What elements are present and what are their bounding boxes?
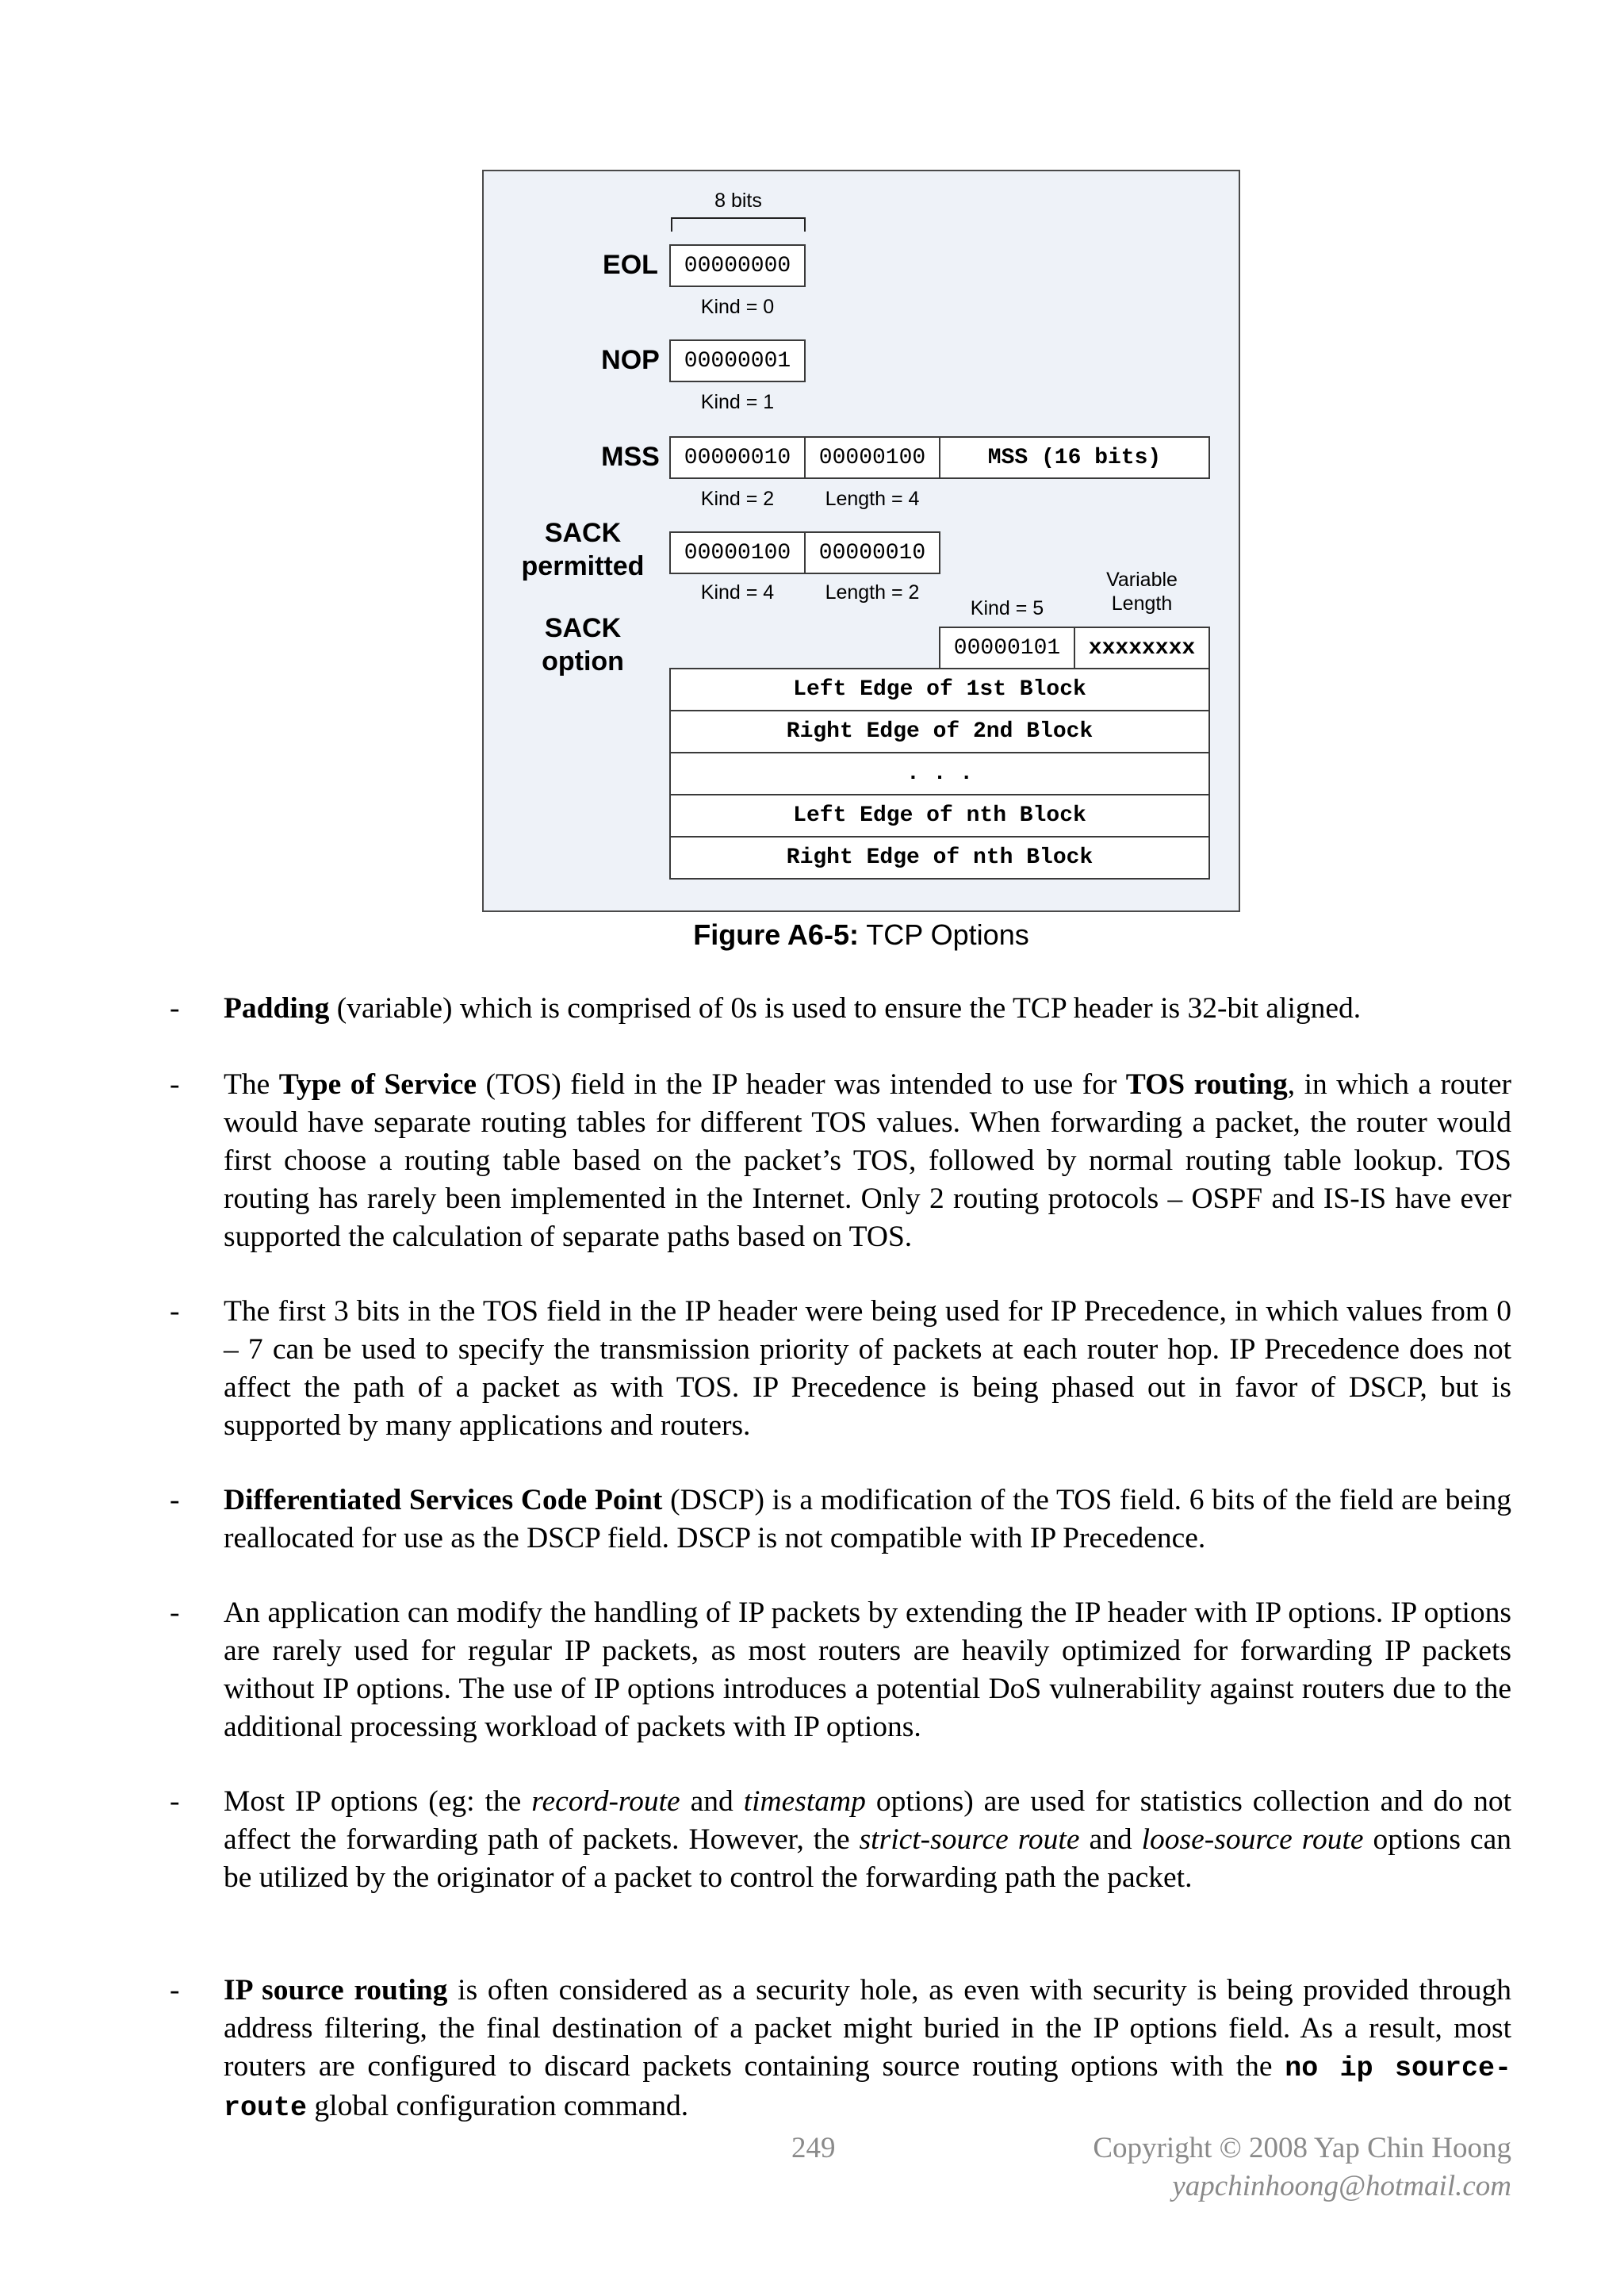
mss-kind-box: 00000010	[669, 436, 806, 479]
author-email: yapchinhoong@hotmail.com	[1172, 2170, 1511, 2202]
nop-kind-caption: Kind = 1	[700, 391, 775, 413]
text-run: , in which a router would have separate routing tables for different TOS values. When forwarding a packet, the router would first choose a routing table based on the packet’s TOS, followed by normal routing table lookup. TOS routing has rarely been implemented in the Internet. Only 2 routing protocols – OSPF and IS-IS have ever supported the calculation of separate paths based on TOS.	[224, 1068, 1511, 1253]
sack-option-label-1: SACK	[544, 613, 622, 643]
text-run: (TOS) field in the IP header was intended to use for	[477, 1068, 1126, 1101]
mss-length-caption: Length = 4	[825, 488, 920, 510]
copyright-notice: Copyright © 2008 Yap Chin Hoong	[1093, 2132, 1511, 2164]
sack-option-kind-box: 00000101	[939, 627, 1075, 669]
sack-block-row: Right Edge of nth Block	[669, 836, 1210, 880]
command-text: no ip source-route	[224, 2053, 1511, 2124]
paragraph	[224, 1594, 1511, 1746]
bullet-dash: -	[170, 1068, 180, 1101]
list-item	[170, 1293, 1511, 1445]
text-run: options can be utilized by the originator of a packet to control the forwarding path the packet.	[224, 1823, 1511, 1894]
bullet-dash: -	[170, 1295, 180, 1328]
text-run: options) are used for statistics collection and do not affect the forwarding path of packets. However, the	[224, 1785, 1511, 1856]
sack-option-variable-caption-1: Variable	[1106, 569, 1178, 591]
nop-label: NOP	[601, 345, 660, 375]
italic-term: strict-source route	[859, 1823, 1080, 1856]
eol-kind-box: 00000000	[669, 244, 806, 287]
italic-term: timestamp	[743, 1785, 866, 1818]
bullet-dash: -	[170, 1596, 180, 1629]
text-run: (DSCP) is a modification of the TOS field. 6 bits of the field are being reallocated for use as the DSCP field. DSCP is not compatible with IP Precedence.	[224, 1484, 1511, 1554]
text-run: An application can modify the handling of IP packets by extending the IP header with IP options. IP options are rarely used for regular IP packets, as most routers are heavily optimized for forwarding IP packets without IP options. The use of IP options introduces a potential DoS vulnerability against routers due to the additional processing workload of packets with IP options.	[224, 1596, 1511, 1743]
sack-permitted-kind-box: 00000100	[669, 531, 806, 574]
list-item	[170, 1481, 1511, 1558]
nop-kind-box: 00000001	[669, 339, 806, 382]
list-item	[170, 990, 1511, 1028]
text-run: global configuration command.	[307, 2090, 689, 2122]
paragraph	[224, 1066, 1511, 1256]
bits-bracket	[671, 217, 806, 232]
paragraph	[224, 990, 1511, 1028]
bold-term: Differentiated Services Code Point	[224, 1484, 663, 1516]
figure-caption-title: TCP Options	[858, 918, 1029, 951]
mss-value-box: MSS (16 bits)	[939, 436, 1210, 479]
sack-block-row: Left Edge of 1st Block	[669, 668, 1210, 711]
italic-term: loose-source route	[1141, 1823, 1364, 1856]
sack-permitted-label-1: SACK	[544, 518, 622, 548]
sack-option-label-2: option	[542, 646, 624, 677]
bullet-dash: -	[170, 1785, 180, 1818]
page-number: 249	[791, 2132, 836, 2164]
paragraph	[224, 1481, 1511, 1558]
bold-term: TOS routing	[1125, 1068, 1288, 1101]
figure-caption-number: Figure A6-5:	[693, 918, 859, 951]
sack-permitted-kind-caption: Kind = 4	[700, 581, 775, 604]
bullet-dash: -	[170, 1484, 180, 1516]
sack-block-row: . . .	[669, 752, 1210, 795]
bullet-dash: -	[170, 992, 180, 1025]
list-item	[170, 1594, 1511, 1746]
tcp-options-figure	[482, 170, 1240, 912]
figure-caption	[482, 918, 1240, 952]
bold-term: Type of Service	[278, 1068, 477, 1101]
paragraph	[224, 1293, 1511, 1445]
sack-option-kind-caption: Kind = 5	[970, 597, 1044, 619]
sack-permitted-length-caption: Length = 2	[825, 581, 920, 604]
bold-term: IP source routing	[224, 1974, 448, 2007]
sack-option-variable-caption-2: Length	[1111, 592, 1173, 615]
mss-label: MSS	[601, 442, 660, 472]
list-item	[170, 1783, 1511, 1897]
bullet-dash: -	[170, 1974, 180, 2007]
mss-kind-caption: Kind = 2	[700, 488, 775, 510]
paragraph	[224, 1783, 1511, 1897]
text-run: The first 3 bits in the TOS field in the IP header were being used for IP Precedence, in which values from 0 – 7 can be used to specify the transmission priority of packets at each router hop. IP Precedence does not affect the path of a packet as with TOS. IP Precedence is being phased out in favor of DSCP, but is supported by many applications and routers.	[224, 1295, 1511, 1442]
italic-term: record-route	[531, 1785, 680, 1818]
text-run: and	[680, 1785, 744, 1818]
paragraph	[224, 1972, 1511, 2127]
text-run: and	[1079, 1823, 1142, 1856]
list-item	[170, 1066, 1511, 1256]
text-run: (variable) which is comprised of 0s is used to ensure the TCP header is 32-bit aligned.	[329, 992, 1362, 1025]
sack-permitted-length-box: 00000010	[804, 531, 940, 574]
bold-term: Padding	[224, 992, 330, 1025]
sack-permitted-label-2: permitted	[521, 551, 645, 581]
text-run: Most IP options (eg: the	[224, 1785, 532, 1818]
text-run: is often considered as a security hole, as even with security is being provided through address filtering, the final destination of a packet might buried in the IP options field. As a result, most routers are configured to discard packets containing source routing options with the	[224, 1974, 1511, 2083]
sack-block-row: Left Edge of nth Block	[669, 794, 1210, 838]
text-run: The	[224, 1068, 279, 1101]
eol-label: EOL	[603, 250, 658, 280]
bits-label: 8 bits	[714, 190, 762, 212]
sack-block-row: Right Edge of 2nd Block	[669, 710, 1210, 753]
sack-option-length-box: xxxxxxxx	[1074, 627, 1210, 669]
mss-length-box: 00000100	[804, 436, 940, 479]
list-item	[170, 1972, 1511, 2127]
eol-kind-caption: Kind = 0	[700, 296, 775, 318]
